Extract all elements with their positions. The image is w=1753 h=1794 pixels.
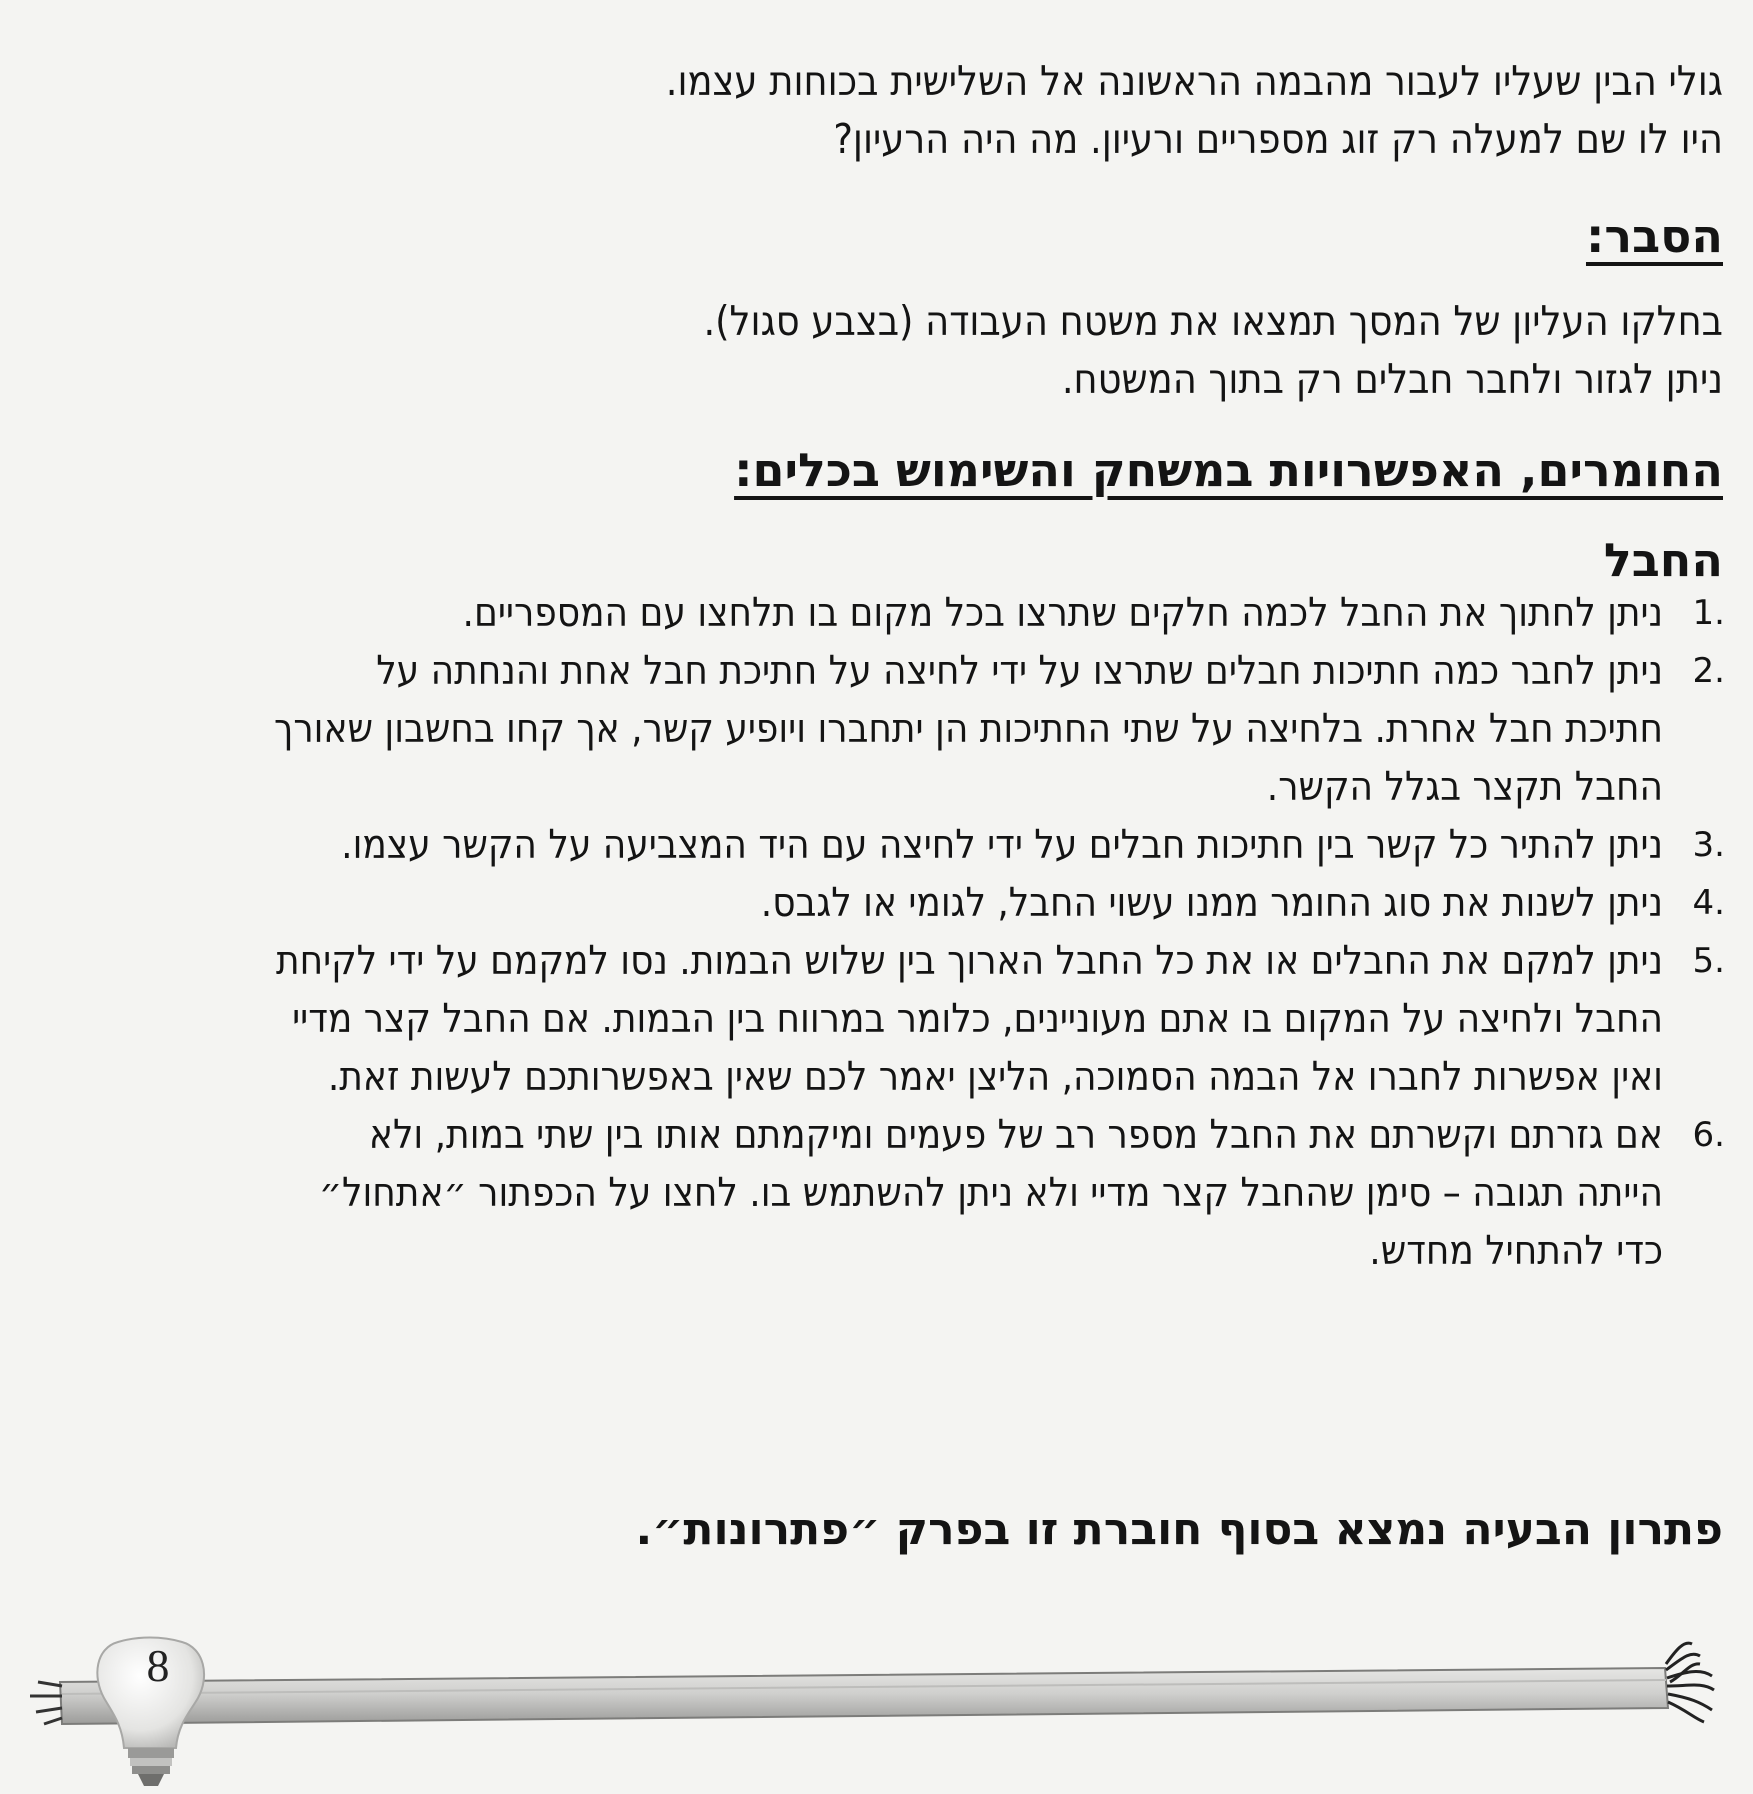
list-item [274, 874, 1725, 932]
list-item-line: הייתה תגובה – סימן שהחבל קצר מדיי ולא ניתן להשתמש בו. לחצו על הכפתור ״אתחול״ [318, 1170, 1663, 1216]
list-item-line: ניתן למקם את החבלים או את כל החבל הארוך בין שלוש הבמות. נסו למקמם על ידי לקיחת [275, 938, 1663, 984]
explanation-section [1586, 206, 1723, 266]
rope-subsection [1604, 530, 1723, 590]
list-item-line: ואין אפשרות לחברו אל הבמה הסמוכה, הליצן יאמר לכם שאין באפשרותכם לעשות זאת. [327, 1054, 1663, 1100]
list-item-line: חתיכת חבל אחרת. בלחיצה על שתי החתיכות הן יתחברו ויופיע קשר, אך קחו בחשבון שאורך [273, 706, 1663, 752]
rope-icon [0, 1620, 1753, 1794]
rope-subheading: החבל [1603, 533, 1723, 587]
list-item-line: החבל תקצר בגלל הקשר. [1266, 764, 1663, 810]
instructions-list [274, 584, 1725, 1280]
list-item [274, 932, 1725, 1106]
intro-line: גולי הבין שעליו לעבור מהבמה הראשונה אל השלישית בכוחות עצמו. [665, 57, 1723, 105]
list-item-line: ניתן לשנות את סוג החומר ממנו עשוי החבל, לגומי או לגבס. [760, 880, 1663, 926]
list-item [274, 1106, 1725, 1280]
list-item-line: ניתן לחתוך את החבל לכמה חלקים שתרצו בכל מקום בו תלחצו עם המספריים. [462, 590, 1663, 636]
page-number: 8 [146, 1640, 170, 1691]
list-item-number: 2. [1692, 651, 1725, 691]
list-item-line: ניתן לחבר כמה חתיכות חבלים שתרצו על ידי לחיצה על חתיכת חבל אחת והנחתה על [376, 648, 1663, 694]
list-item-number: 4. [1692, 883, 1725, 923]
list-item-line: ניתן להתיר כל קשר בין חתיכות חבלים על ידי לחיצה עם היד המצביעה על הקשר עצמו. [341, 822, 1663, 868]
intro-line: היו לו שם למעלה רק זוג מספריים ורעיון. מה היה הרעיון? [833, 115, 1723, 163]
list-item-line: החבל ולחיצה על המקום בו אתם מעוניינים, כלומר במרווח בין הבמות. אם החבל קצר מדיי [292, 996, 1663, 1042]
list-item-number: 6. [1692, 1115, 1725, 1155]
explanation-paragraph [703, 292, 1723, 408]
intro-paragraph [666, 52, 1723, 168]
list-item [274, 642, 1725, 816]
list-item-number: 5. [1692, 941, 1725, 981]
materials-heading: החומרים, האפשרויות במשחק והשימוש בכלים: [734, 443, 1723, 497]
materials-section [734, 440, 1723, 500]
list-item-number: 1. [1692, 593, 1725, 633]
rope-instructions [274, 584, 1725, 1280]
explanation-line: ניתן לגזור ולחבר חבלים רק בתוך המשטח. [1061, 355, 1723, 403]
list-item [274, 816, 1725, 874]
list-item-line: אם גזרתם וקשרתם את החבל מספר רב של פעמים ומיקמתם אותו בין שתי במות, ולא [368, 1112, 1663, 1158]
explanation-heading: הסבר: [1585, 209, 1723, 263]
solution-note: פתרון הבעיה נמצא בסוף חוברת זו בפרק ״פתרונות״. [635, 1504, 1723, 1555]
list-item-line: כדי להתחיל מחדש. [1369, 1228, 1663, 1274]
list-item [274, 584, 1725, 642]
explanation-line: בחלקו העליון של המסך תמצאו את משטח העבודה (בצבע סגול). [703, 297, 1723, 345]
list-item-number: 3. [1692, 825, 1725, 865]
solution-note-section [635, 1500, 1723, 1560]
